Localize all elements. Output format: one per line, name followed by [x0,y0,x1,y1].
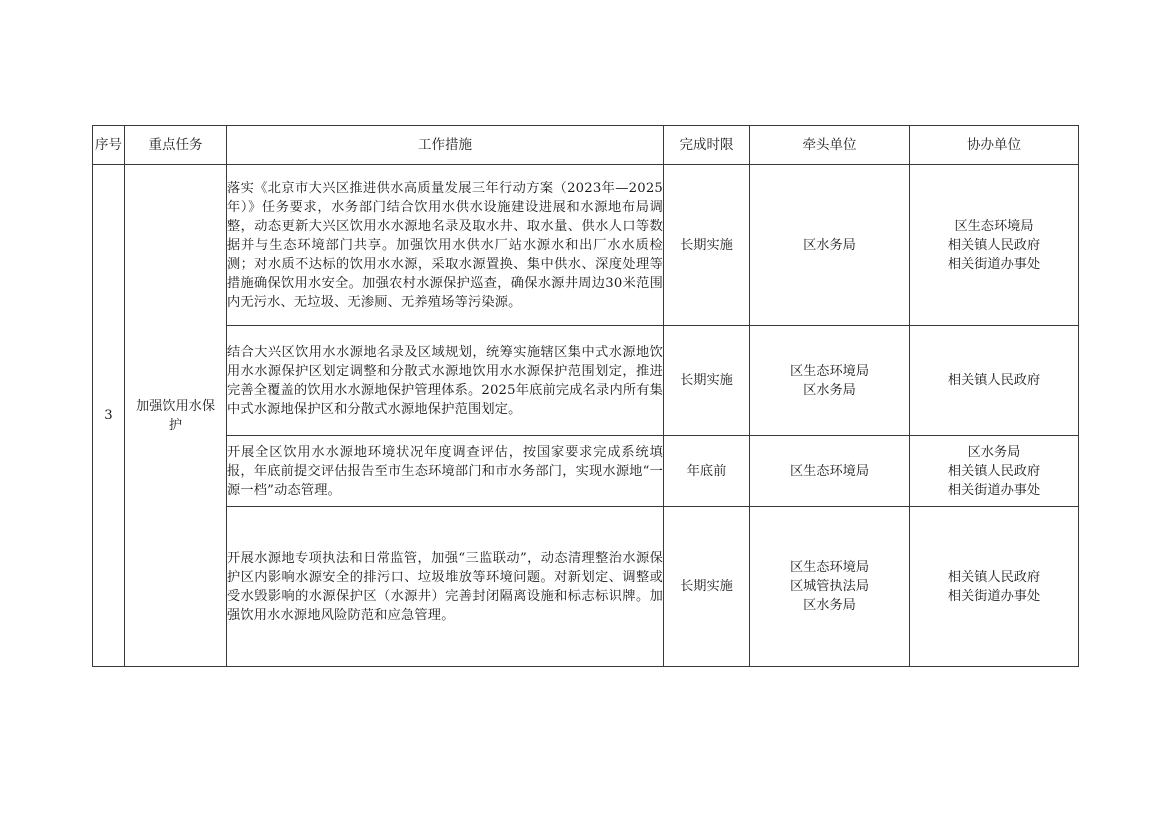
task-text: 加强饮用水保护 [135,398,216,433]
table-row [93,507,1079,667]
assist-unit: 相关镇人民政府 [947,237,1041,253]
table-row [93,165,1079,326]
assist-unit: 相关镇人民政府 [947,569,1041,585]
lead-unit-cell [750,436,910,507]
header-assist-unit: 协办单位 [910,126,1079,165]
key-tasks-table [92,125,1079,667]
seq-cell: 3 [93,165,125,667]
deadline-cell: 长期实施 [664,326,750,436]
assist-unit-cell [910,507,1079,667]
header-deadline: 完成时限 [664,126,750,165]
deadline-cell: 年底前 [664,436,750,507]
assist-unit-cell [910,165,1079,326]
assist-unit: 相关街道办事处 [947,588,1041,604]
header-task: 重点任务 [125,126,227,165]
assist-unit: 区水务局 [967,444,1021,460]
assist-unit: 相关街道办事处 [947,482,1041,498]
table-header-row [93,126,1079,165]
header-lead-unit: 牵头单位 [750,126,910,165]
assist-unit: 相关镇人民政府 [947,373,1041,388]
assist-unit: 相关街道办事处 [947,256,1041,272]
header-seq: 序号 [93,126,125,165]
table-row [93,326,1079,436]
lead-unit-cell [750,326,910,436]
lead-unit: 区水务局 [803,598,856,613]
lead-unit: 区生态环境局 [789,363,870,379]
deadline-cell: 长期实施 [664,165,750,326]
table-row [93,436,1079,507]
assist-unit-cell [910,436,1079,507]
lead-unit: 区水务局 [803,382,856,398]
task-cell [125,165,227,667]
assist-unit-cell [910,326,1079,436]
measure-cell: 结合大兴区饮用水水源地名录及区域规划，统筹实施辖区集中式水源地饮用水水源保护区划定调整和分散式水源地饮用水水源保护范围划定，推进完善全覆盖的饮用水水源地保护管理体系。2025年底前完成名录内所有集中式水源地保护区和分散式水源地保护范围划定。 [227,326,664,436]
lead-unit: 区生态环境局 [789,560,870,575]
header-measures: 工作措施 [227,126,664,165]
lead-unit: 区城管执法局 [789,579,870,594]
measure-cell: 开展全区饮用水水源地环境状况年度调查评估，按国家要求完成系统填报，年底前提交评估报告至市生态环境部门和市水务部门，实现水源地“一源一档”动态管理。 [227,436,664,507]
assist-unit: 相关镇人民政府 [947,463,1041,479]
assist-unit: 区生态环境局 [954,218,1034,234]
lead-unit-cell [750,507,910,667]
lead-unit: 区水务局 [803,237,856,253]
deadline-cell: 长期实施 [664,507,750,667]
measure-cell: 落实《北京市大兴区推进供水高质量发展三年行动方案（2023年—2025年）》任务要求，水务部门结合饮用水供水设施建设进展和水源地布局调整，动态更新大兴区饮用水水源地名录及取水井、取水量、供水人口等数据并与生态环境部门共享。加强饮用水供水厂站水源水和出厂水水质检测；对水质不达标的饮用水水源，采取水源置换、集中供水、深度处理等措施确保饮用水安全。加强农村水源保护巡查，确保水源井周边30米范围内无污水、无垃圾、无渗厕、无养殖场等污染源。 [227,165,664,326]
lead-unit: 区生态环境局 [789,463,870,479]
lead-unit-cell [750,165,910,326]
measure-cell: 开展水源地专项执法和日常监管，加强“三监联动”，动态清理整治水源保护区内影响水源安全的排污口、垃圾堆放等环境问题。对新划定、调整或受水毁影响的水源保护区（水源井）完善封闭隔离设施和标志标识牌。加强饮用水水源地风险防范和应急管理。 [227,507,664,667]
